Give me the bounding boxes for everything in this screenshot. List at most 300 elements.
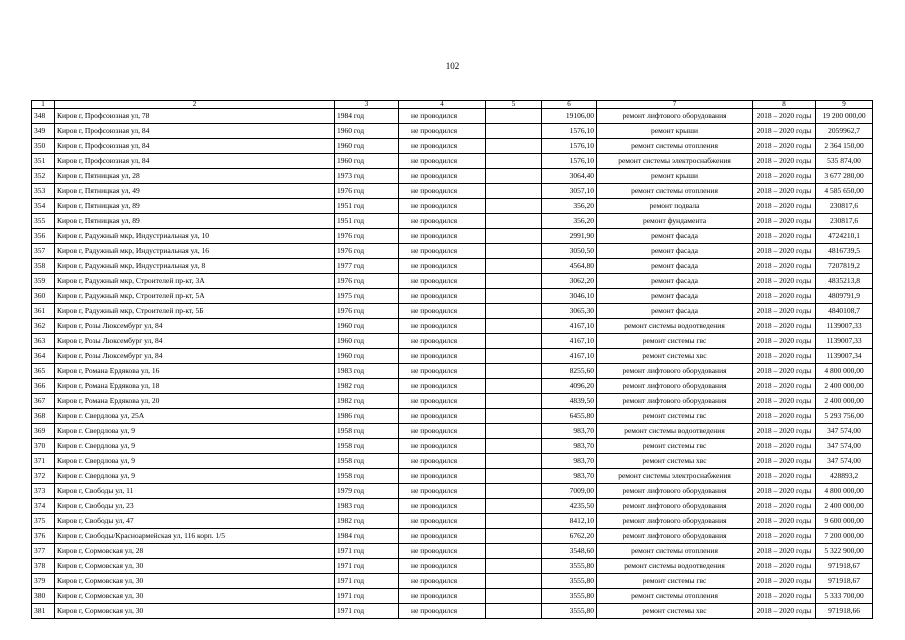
table-row bbox=[32, 319, 873, 334]
cell-work-type: ремонт системы гвс bbox=[597, 439, 753, 454]
table-row bbox=[32, 109, 873, 124]
header-cell-period: 8 bbox=[753, 101, 816, 109]
cell-row-number: 352 bbox=[32, 169, 55, 184]
cell-col5 bbox=[486, 229, 542, 244]
cell-col5 bbox=[486, 394, 542, 409]
cell-cost: 428893,2 bbox=[816, 469, 873, 484]
cell-col5 bbox=[486, 409, 542, 424]
cell-year-built: 1979 год bbox=[335, 484, 399, 499]
cell-area: 3057,10 bbox=[542, 184, 597, 199]
cell-year-built: 1982 год bbox=[335, 379, 399, 394]
cell-work-type: ремонт системы гвс bbox=[597, 574, 753, 589]
cell-col5 bbox=[486, 574, 542, 589]
cell-period: 2018 – 2020 годы bbox=[753, 514, 816, 529]
cell-year-built: 1986 год bbox=[335, 409, 399, 424]
cell-inspection: не проводился bbox=[399, 589, 486, 604]
cell-area: 3555,80 bbox=[542, 589, 597, 604]
cell-work-type: ремонт лифтового оборудования bbox=[597, 529, 753, 544]
cell-year-built: 1960 год bbox=[335, 124, 399, 139]
cell-col5 bbox=[486, 274, 542, 289]
cell-work-type: ремонт системы отопления bbox=[597, 139, 753, 154]
cell-cost: 2 400 000,00 bbox=[816, 394, 873, 409]
cell-row-number: 380 bbox=[32, 589, 55, 604]
cell-year-built: 1982 год bbox=[335, 514, 399, 529]
cell-inspection: не проводился bbox=[399, 439, 486, 454]
cell-inspection: не проводился bbox=[399, 604, 486, 619]
cell-period: 2018 – 2020 годы bbox=[753, 199, 816, 214]
cell-cost: 7207819,2 bbox=[816, 259, 873, 274]
cell-address: Киров г, Розы Люксембург ул, 84 bbox=[55, 319, 335, 334]
cell-work-type: ремонт подвала bbox=[597, 199, 753, 214]
table-row bbox=[32, 499, 873, 514]
table-row bbox=[32, 394, 873, 409]
cell-area: 983,70 bbox=[542, 424, 597, 439]
cell-row-number: 360 bbox=[32, 289, 55, 304]
cell-address: Киров г, Свободы ул, 11 bbox=[55, 484, 335, 499]
cell-period: 2018 – 2020 годы bbox=[753, 559, 816, 574]
cell-address: Киров г, Сормовская ул, 30 bbox=[55, 589, 335, 604]
cell-cost: 19 200 000,00 bbox=[816, 109, 873, 124]
cell-period: 2018 – 2020 годы bbox=[753, 604, 816, 619]
cell-work-type: ремонт лифтового оборудования bbox=[597, 514, 753, 529]
cell-area: 4235,50 bbox=[542, 499, 597, 514]
cell-row-number: 365 bbox=[32, 364, 55, 379]
cell-year-built: 1971 год bbox=[335, 574, 399, 589]
cell-cost: 4 800 000,00 bbox=[816, 364, 873, 379]
cell-year-built: 1984 год bbox=[335, 529, 399, 544]
cell-cost: 1139007,33 bbox=[816, 334, 873, 349]
cell-period: 2018 – 2020 годы bbox=[753, 439, 816, 454]
cell-year-built: 1960 год bbox=[335, 139, 399, 154]
cell-period: 2018 – 2020 годы bbox=[753, 499, 816, 514]
cell-col5 bbox=[486, 589, 542, 604]
cell-year-built: 1958 год bbox=[335, 469, 399, 484]
cell-row-number: 376 bbox=[32, 529, 55, 544]
cell-col5 bbox=[486, 349, 542, 364]
cell-row-number: 368 bbox=[32, 409, 55, 424]
cell-work-type: ремонт системы электроснабжения bbox=[597, 469, 753, 484]
cell-inspection: не проводился bbox=[399, 244, 486, 259]
cell-cost: 535 874,00 bbox=[816, 154, 873, 169]
cell-work-type: ремонт системы отопления bbox=[597, 589, 753, 604]
cell-period: 2018 – 2020 годы bbox=[753, 124, 816, 139]
cell-area: 3555,80 bbox=[542, 574, 597, 589]
cell-row-number: 369 bbox=[32, 424, 55, 439]
cell-inspection: не проводился bbox=[399, 229, 486, 244]
cell-inspection: не проводился bbox=[399, 304, 486, 319]
cell-area: 3064,40 bbox=[542, 169, 597, 184]
cell-period: 2018 – 2020 годы bbox=[753, 334, 816, 349]
cell-period: 2018 – 2020 годы bbox=[753, 319, 816, 334]
cell-address: Киров г. Свердлова ул, 9 bbox=[55, 439, 335, 454]
cell-cost: 2 400 000,00 bbox=[816, 499, 873, 514]
cell-col5 bbox=[486, 334, 542, 349]
cell-work-type: ремонт фасада bbox=[597, 274, 753, 289]
cell-area: 7009,00 bbox=[542, 484, 597, 499]
table-row bbox=[32, 379, 873, 394]
cell-col5 bbox=[486, 379, 542, 394]
cell-area: 3548,60 bbox=[542, 544, 597, 559]
table-row bbox=[32, 214, 873, 229]
cell-work-type: ремонт лифтового оборудования bbox=[597, 364, 753, 379]
cell-area: 3046,10 bbox=[542, 289, 597, 304]
cell-inspection: не проводился bbox=[399, 484, 486, 499]
cell-period: 2018 – 2020 годы bbox=[753, 154, 816, 169]
cell-cost: 2059962,7 bbox=[816, 124, 873, 139]
cell-row-number: 381 bbox=[32, 604, 55, 619]
cell-year-built: 1976 год bbox=[335, 184, 399, 199]
cell-row-number: 372 bbox=[32, 469, 55, 484]
cell-row-number: 377 bbox=[32, 544, 55, 559]
cell-period: 2018 – 2020 годы bbox=[753, 139, 816, 154]
cell-year-built: 1977 год bbox=[335, 259, 399, 274]
cell-period: 2018 – 2020 годы bbox=[753, 184, 816, 199]
cell-work-type: ремонт лифтового оборудования bbox=[597, 484, 753, 499]
table-row bbox=[32, 424, 873, 439]
cell-row-number: 373 bbox=[32, 484, 55, 499]
cell-inspection: не проводился bbox=[399, 259, 486, 274]
cell-period: 2018 – 2020 годы bbox=[753, 424, 816, 439]
cell-work-type: ремонт фасада bbox=[597, 259, 753, 274]
table-row bbox=[32, 364, 873, 379]
cell-area: 4167,10 bbox=[542, 334, 597, 349]
table-row bbox=[32, 229, 873, 244]
cell-period: 2018 – 2020 годы bbox=[753, 214, 816, 229]
cell-col5 bbox=[486, 154, 542, 169]
cell-row-number: 379 bbox=[32, 574, 55, 589]
cell-area: 983,70 bbox=[542, 454, 597, 469]
cell-work-type: ремонт фундамента bbox=[597, 214, 753, 229]
table-row bbox=[32, 484, 873, 499]
cell-address: Киров г. Свердлова ул, 25А bbox=[55, 409, 335, 424]
cell-inspection: не проводился bbox=[399, 499, 486, 514]
table-row bbox=[32, 469, 873, 484]
page-number: 102 bbox=[445, 61, 460, 71]
cell-period: 2018 – 2020 годы bbox=[753, 259, 816, 274]
cell-col5 bbox=[486, 169, 542, 184]
cell-address: Киров г, Профсоюзная ул, 78 bbox=[55, 109, 335, 124]
cell-period: 2018 – 2020 годы bbox=[753, 379, 816, 394]
cell-col5 bbox=[486, 364, 542, 379]
table-row bbox=[32, 124, 873, 139]
cell-cost: 2 364 150,00 bbox=[816, 139, 873, 154]
cell-col5 bbox=[486, 499, 542, 514]
cell-area: 356,20 bbox=[542, 214, 597, 229]
cell-row-number: 378 bbox=[32, 559, 55, 574]
cell-address: Киров г, Пятницкая ул, 49 bbox=[55, 184, 335, 199]
cell-address: Киров г, Свободы/Красноармейская ул, 116 корп. 1/5 bbox=[55, 529, 335, 544]
cell-row-number: 367 bbox=[32, 394, 55, 409]
cell-col5 bbox=[486, 244, 542, 259]
table-row bbox=[32, 349, 873, 364]
cell-period: 2018 – 2020 годы bbox=[753, 289, 816, 304]
cell-col5 bbox=[486, 184, 542, 199]
cell-cost: 4809791,9 bbox=[816, 289, 873, 304]
cell-work-type: ремонт лифтового оборудования bbox=[597, 394, 753, 409]
cell-area: 2991,90 bbox=[542, 229, 597, 244]
cell-year-built: 1973 год bbox=[335, 169, 399, 184]
cell-work-type: ремонт системы хвс bbox=[597, 349, 753, 364]
cell-work-type: ремонт системы водоотведения bbox=[597, 319, 753, 334]
cell-work-type: ремонт системы гвс bbox=[597, 409, 753, 424]
cell-col5 bbox=[486, 604, 542, 619]
cell-year-built: 1976 год bbox=[335, 244, 399, 259]
header-cell-col5: 5 bbox=[486, 101, 542, 109]
cell-row-number: 375 bbox=[32, 514, 55, 529]
cell-address: Киров г, Радужный мкр, Строителей пр-кт, 3А bbox=[55, 274, 335, 289]
cell-period: 2018 – 2020 годы bbox=[753, 454, 816, 469]
cell-inspection: не проводился bbox=[399, 559, 486, 574]
cell-row-number: 370 bbox=[32, 439, 55, 454]
cell-row-number: 351 bbox=[32, 154, 55, 169]
cell-inspection: не проводился bbox=[399, 274, 486, 289]
cell-work-type: ремонт лифтового оборудования bbox=[597, 109, 753, 124]
header-cell-inspection: 4 bbox=[399, 101, 486, 109]
cell-address: Киров г, Профсоюзная ул, 84 bbox=[55, 139, 335, 154]
table-row bbox=[32, 529, 873, 544]
cell-inspection: не проводился bbox=[399, 319, 486, 334]
cell-address: Киров г, Романа Ердякова ул, 18 bbox=[55, 379, 335, 394]
cell-address: Киров г. Свердлова ул, 9 bbox=[55, 454, 335, 469]
cell-area: 3555,80 bbox=[542, 604, 597, 619]
cell-year-built: 1971 год bbox=[335, 589, 399, 604]
cell-row-number: 356 bbox=[32, 229, 55, 244]
cell-period: 2018 – 2020 годы bbox=[753, 394, 816, 409]
table-row bbox=[32, 574, 873, 589]
cell-period: 2018 – 2020 годы bbox=[753, 469, 816, 484]
cell-col5 bbox=[486, 259, 542, 274]
table-row bbox=[32, 244, 873, 259]
table-row bbox=[32, 154, 873, 169]
cell-period: 2018 – 2020 годы bbox=[753, 274, 816, 289]
cell-cost: 4 800 000,00 bbox=[816, 484, 873, 499]
cell-inspection: не проводился bbox=[399, 334, 486, 349]
cell-work-type: ремонт крыши bbox=[597, 124, 753, 139]
cell-area: 8412,10 bbox=[542, 514, 597, 529]
cell-area: 8255,60 bbox=[542, 364, 597, 379]
header-cell-work-type: 7 bbox=[597, 101, 753, 109]
cell-period: 2018 – 2020 годы bbox=[753, 304, 816, 319]
cell-cost: 5 293 756,00 bbox=[816, 409, 873, 424]
cell-area: 6762,20 bbox=[542, 529, 597, 544]
cell-work-type: ремонт системы водоотведения bbox=[597, 559, 753, 574]
cell-cost: 230817,6 bbox=[816, 214, 873, 229]
cell-work-type: ремонт системы гвс bbox=[597, 334, 753, 349]
table-row bbox=[32, 304, 873, 319]
cell-address: Киров г, Розы Люксембург ул, 84 bbox=[55, 334, 335, 349]
cell-inspection: не проводился bbox=[399, 454, 486, 469]
cell-address: Киров г, Пятницкая ул, 28 bbox=[55, 169, 335, 184]
cell-work-type: ремонт фасада bbox=[597, 229, 753, 244]
cell-year-built: 1958 год bbox=[335, 439, 399, 454]
cell-area: 1576,10 bbox=[542, 154, 597, 169]
cell-address: Киров г, Романа Ердякова ул, 16 bbox=[55, 364, 335, 379]
cell-inspection: не проводился bbox=[399, 364, 486, 379]
cell-area: 1576,10 bbox=[542, 124, 597, 139]
cell-area: 4167,10 bbox=[542, 319, 597, 334]
cell-work-type: ремонт системы хвс bbox=[597, 454, 753, 469]
cell-work-type: ремонт лифтового оборудования bbox=[597, 379, 753, 394]
cell-col5 bbox=[486, 559, 542, 574]
cell-row-number: 349 bbox=[32, 124, 55, 139]
cell-year-built: 1951 год bbox=[335, 199, 399, 214]
cell-area: 6455,80 bbox=[542, 409, 597, 424]
cell-row-number: 358 bbox=[32, 259, 55, 274]
cell-area: 3065,30 bbox=[542, 304, 597, 319]
cell-period: 2018 – 2020 годы bbox=[753, 589, 816, 604]
cell-address: Киров г, Сормовская ул, 30 bbox=[55, 559, 335, 574]
cell-year-built: 1976 год bbox=[335, 304, 399, 319]
cell-inspection: не проводился bbox=[399, 154, 486, 169]
header-cell-year-built: 3 bbox=[335, 101, 399, 109]
cell-area: 3050,50 bbox=[542, 244, 597, 259]
table-row bbox=[32, 169, 873, 184]
cell-cost: 4724210,1 bbox=[816, 229, 873, 244]
cell-year-built: 1976 год bbox=[335, 229, 399, 244]
cell-col5 bbox=[486, 469, 542, 484]
cell-year-built: 1951 год bbox=[335, 214, 399, 229]
table-row bbox=[32, 439, 873, 454]
cell-address: Киров г, Пятницкая ул, 89 bbox=[55, 214, 335, 229]
cell-period: 2018 – 2020 годы bbox=[753, 544, 816, 559]
cell-inspection: не проводился bbox=[399, 169, 486, 184]
cell-inspection: не проводился bbox=[399, 514, 486, 529]
cell-inspection: не проводился bbox=[399, 574, 486, 589]
cell-year-built: 1983 год bbox=[335, 364, 399, 379]
cell-address: Киров г, Профсоюзная ул, 84 bbox=[55, 124, 335, 139]
cell-col5 bbox=[486, 514, 542, 529]
cell-cost: 347 574,00 bbox=[816, 424, 873, 439]
cell-year-built: 1971 год bbox=[335, 559, 399, 574]
cell-address: Киров г, Радужный мкр, Индустриальная ул, 16 bbox=[55, 244, 335, 259]
cell-area: 4564,80 bbox=[542, 259, 597, 274]
table-row bbox=[32, 559, 873, 574]
cell-work-type: ремонт системы отопления bbox=[597, 544, 753, 559]
cell-address: Киров г, Розы Люксембург ул, 84 bbox=[55, 349, 335, 364]
cell-year-built: 1975 год bbox=[335, 289, 399, 304]
cell-period: 2018 – 2020 годы bbox=[753, 229, 816, 244]
cell-work-type: ремонт фасада bbox=[597, 244, 753, 259]
cell-area: 4096,20 bbox=[542, 379, 597, 394]
cell-inspection: не проводился bbox=[399, 124, 486, 139]
cell-row-number: 359 bbox=[32, 274, 55, 289]
cell-col5 bbox=[486, 439, 542, 454]
cell-col5 bbox=[486, 139, 542, 154]
cell-address: Киров г, Романа Ердякова ул, 20 bbox=[55, 394, 335, 409]
cell-col5 bbox=[486, 289, 542, 304]
cell-year-built: 1960 год bbox=[335, 154, 399, 169]
table-row bbox=[32, 259, 873, 274]
cell-cost: 4 585 650,00 bbox=[816, 184, 873, 199]
cell-inspection: не проводился bbox=[399, 109, 486, 124]
cell-area: 356,20 bbox=[542, 199, 597, 214]
cell-year-built: 1960 год bbox=[335, 349, 399, 364]
cell-inspection: не проводился bbox=[399, 544, 486, 559]
cell-work-type: ремонт фасада bbox=[597, 304, 753, 319]
table-row bbox=[32, 184, 873, 199]
cell-area: 19106,00 bbox=[542, 109, 597, 124]
cell-address: Киров г, Свободы ул, 23 bbox=[55, 499, 335, 514]
cell-address: Киров г, Радужный мкр, Строителей пр-кт, 5А bbox=[55, 289, 335, 304]
cell-cost: 347 574,00 bbox=[816, 454, 873, 469]
cell-row-number: 354 bbox=[32, 199, 55, 214]
cell-col5 bbox=[486, 424, 542, 439]
table-row bbox=[32, 454, 873, 469]
cell-work-type: ремонт системы отопления bbox=[597, 184, 753, 199]
cell-col5 bbox=[486, 319, 542, 334]
repair-program-table bbox=[31, 100, 873, 619]
cell-area: 983,70 bbox=[542, 469, 597, 484]
cell-work-type: ремонт крыши bbox=[597, 169, 753, 184]
cell-year-built: 1976 год bbox=[335, 274, 399, 289]
cell-address: Киров г, Радужный мкр, Индустриальная ул, 8 bbox=[55, 259, 335, 274]
cell-col5 bbox=[486, 124, 542, 139]
cell-row-number: 374 bbox=[32, 499, 55, 514]
cell-year-built: 1960 год bbox=[335, 334, 399, 349]
cell-area: 3062,20 bbox=[542, 274, 597, 289]
cell-row-number: 371 bbox=[32, 454, 55, 469]
cell-row-number: 350 bbox=[32, 139, 55, 154]
cell-cost: 5 322 900,00 bbox=[816, 544, 873, 559]
cell-cost: 347 574,00 bbox=[816, 439, 873, 454]
cell-cost: 4835213,8 bbox=[816, 274, 873, 289]
table-row bbox=[32, 139, 873, 154]
cell-address: Киров г, Сормовская ул, 30 bbox=[55, 574, 335, 589]
cell-year-built: 1982 год bbox=[335, 394, 399, 409]
cell-work-type: ремонт лифтового оборудования bbox=[597, 499, 753, 514]
cell-inspection: не проводился bbox=[399, 469, 486, 484]
cell-inspection: не проводился bbox=[399, 139, 486, 154]
header-cell-area: 6 bbox=[542, 101, 597, 109]
table-row bbox=[32, 589, 873, 604]
cell-address: Киров г, Пятницкая ул, 89 bbox=[55, 199, 335, 214]
cell-row-number: 364 bbox=[32, 349, 55, 364]
cell-col5 bbox=[486, 304, 542, 319]
cell-inspection: не проводился bbox=[399, 184, 486, 199]
cell-row-number: 363 bbox=[32, 334, 55, 349]
cell-year-built: 1971 год bbox=[335, 544, 399, 559]
cell-area: 3555,80 bbox=[542, 559, 597, 574]
cell-inspection: не проводился bbox=[399, 214, 486, 229]
cell-row-number: 348 bbox=[32, 109, 55, 124]
table-row bbox=[32, 514, 873, 529]
cell-cost: 1139007,34 bbox=[816, 349, 873, 364]
cell-year-built: 1958 год bbox=[335, 424, 399, 439]
cell-col5 bbox=[486, 484, 542, 499]
header-cell-row-number: 1 bbox=[32, 101, 55, 109]
cell-period: 2018 – 2020 годы bbox=[753, 529, 816, 544]
cell-year-built: 1984 год bbox=[335, 109, 399, 124]
cell-work-type: ремонт фасада bbox=[597, 289, 753, 304]
cell-cost: 5 333 700,00 bbox=[816, 589, 873, 604]
cell-address: Киров г, Радужный мкр, Индустриальная ул, 10 bbox=[55, 229, 335, 244]
cell-row-number: 357 bbox=[32, 244, 55, 259]
cell-row-number: 355 bbox=[32, 214, 55, 229]
cell-year-built: 1971 год bbox=[335, 604, 399, 619]
table-row bbox=[32, 544, 873, 559]
header-row bbox=[32, 101, 873, 109]
cell-work-type: ремонт системы водоотведения bbox=[597, 424, 753, 439]
cell-year-built: 1983 год bbox=[335, 499, 399, 514]
cell-address: Киров г. Свердлова ул, 9 bbox=[55, 424, 335, 439]
cell-work-type: ремонт системы электроснабжения bbox=[597, 154, 753, 169]
cell-inspection: не проводился bbox=[399, 529, 486, 544]
cell-col5 bbox=[486, 109, 542, 124]
table-row bbox=[32, 289, 873, 304]
cell-cost: 1139007,33 bbox=[816, 319, 873, 334]
table-row bbox=[32, 604, 873, 619]
cell-cost: 230817,6 bbox=[816, 199, 873, 214]
